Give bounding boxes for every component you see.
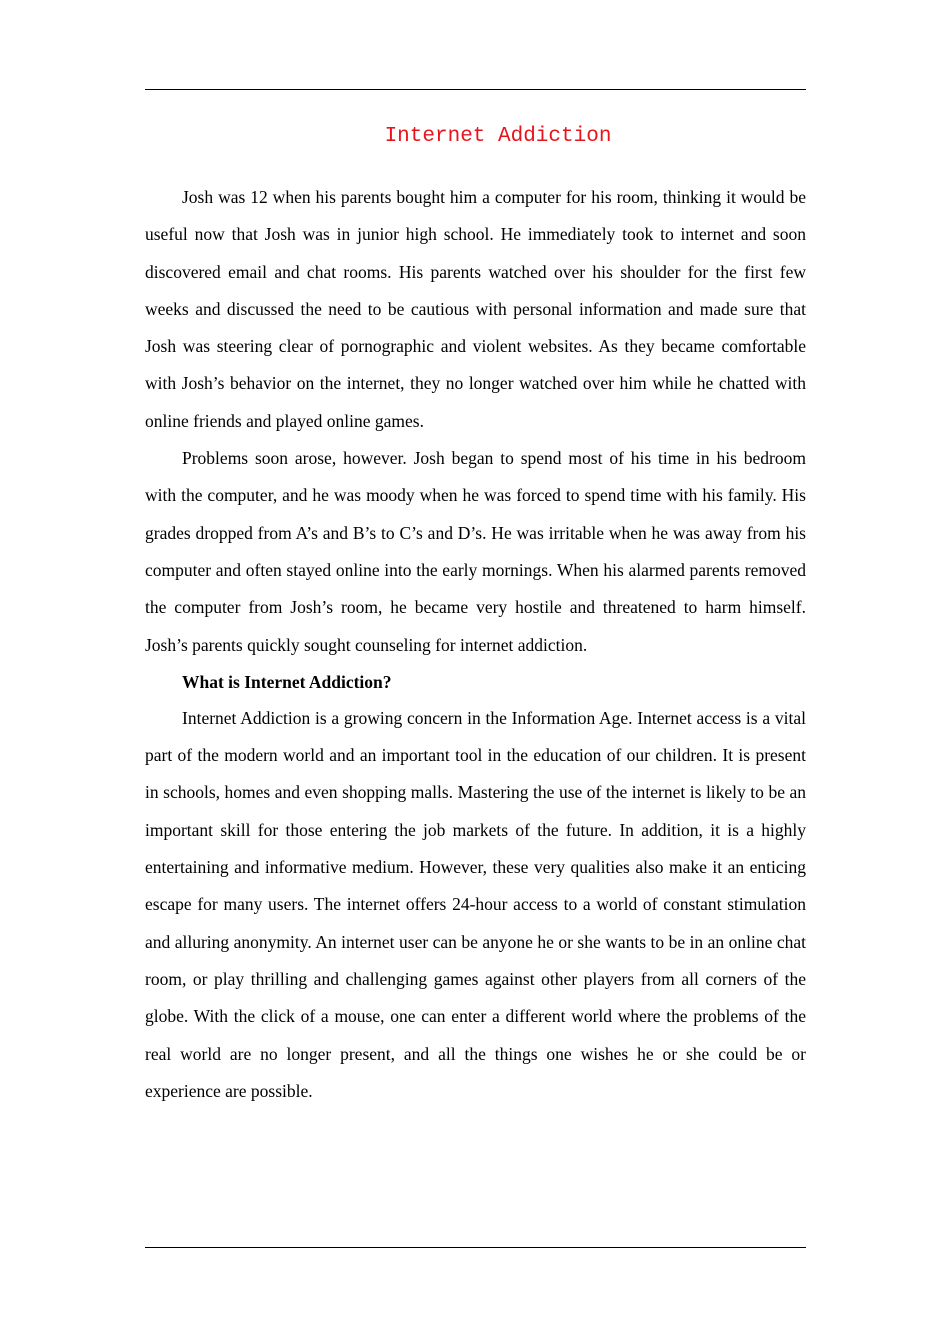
section-heading: What is Internet Addiction?: [182, 671, 392, 692]
paragraph-problems: Problems soon arose, however. Josh began to spend most of his time in his bedroom with the computer, and he was moody when he was forced to spend time with his family. His grades dropped from A’s and B’s to C’s and D’s. He was irritable when he was away from his computer and often stayed online into the early mornings. When his alarmed parents removed the computer from Josh’s room, he became very hostile and threatened to harm himself. Josh’s parents quickly sought counseling for internet addiction.: [145, 448, 806, 655]
document-title: Internet Addiction: [384, 125, 612, 148]
paragraph-intro: Josh was 12 when his parents bought him a computer for his room, thinking it would be useful now that Josh was in junior high school. He immediately took to internet and soon discovered email and chat rooms. His parents watched over his shoulder for the first few weeks and discussed the need to be cautious with personal information and made sure that Josh was steering clear of pornographic and violent websites. As they became comfortable with Josh’s behavior on the internet, they no longer watched over him while he chatted with online friends and played online games.: [145, 187, 806, 431]
footer-rule: [145, 1247, 806, 1248]
paragraph-definition: Internet Addiction is a growing concern in the Information Age. Internet access is a vital part of the modern world and an important tool in the education of our children. It is present in schools, homes and even shopping malls. Mastering the use of the internet is likely to be an important skill for those entering the job markets of the future. In addition, it is a highly entertaining and informative medium. However, these very qualities also make it an enticing escape for many users. The internet offers 24-hour access to a world of constant stimulation and alluring anonymity. An internet user can be anyone he or she wants to be in an online chat room, or play thrilling and challenging games against other players from all corners of the globe. With the click of a mouse, one can enter a different world where the problems of the real world are no longer present, and all the things one wishes he or she could be or experience are possible.: [145, 707, 806, 1101]
document-body: [145, 179, 806, 1110]
header-rule: [145, 89, 806, 90]
